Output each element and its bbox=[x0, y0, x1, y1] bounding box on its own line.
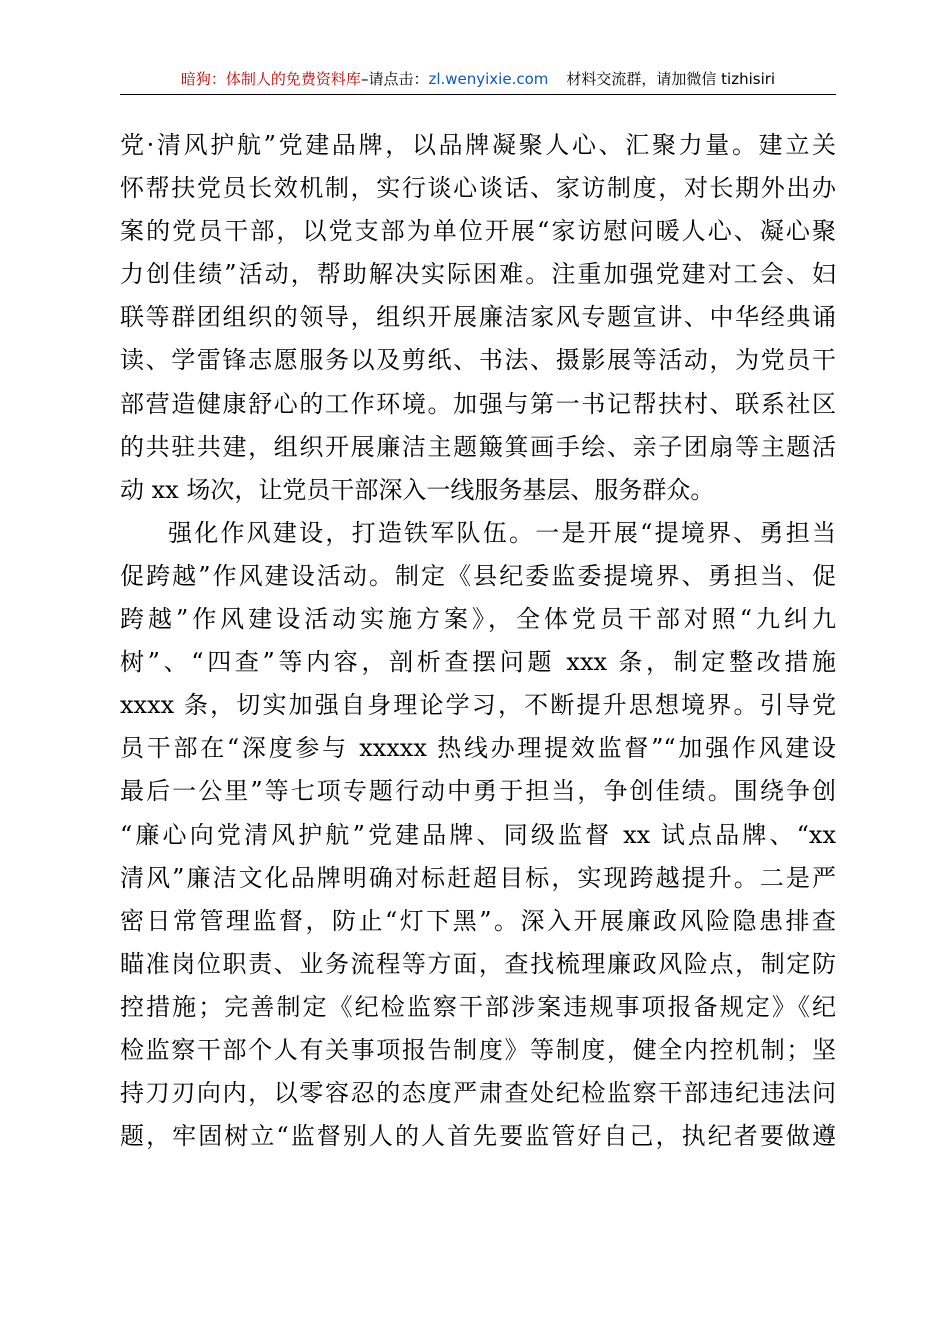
body-line: 读、学雷锋志愿服务以及剪纸、书法、摄影展等活动，为党员干 bbox=[120, 346, 836, 375]
body-line: 题，牢固树立“监督别人的人首先要监管好自己，执纪者要做遵 bbox=[120, 1122, 836, 1151]
body-line: 持刀刃向内，以零容忍的态度严肃查处纪检监察干部违纪违法问 bbox=[120, 1079, 836, 1108]
body-line: 检监察干部个人有关事项报告制度》等制度，健全内控机制；坚 bbox=[120, 1035, 836, 1064]
body-line: 密日常管理监督，防止“灯下黑”。深入开展廉政风险隐患排查 bbox=[120, 906, 836, 935]
document-body bbox=[120, 124, 836, 1158]
body-line: 瞄准岗位职责、业务流程等方面，查找梳理廉政风险点，制定防 bbox=[120, 949, 836, 978]
body-line: 树”、“四查”等内容，剖析查摆问题 xxx 条，制定整改措施 bbox=[120, 648, 836, 677]
body-line: 动 xx 场次，让党员干部深入一线服务基层、服务群众。 bbox=[120, 475, 715, 504]
body-line: 最后一公里”等七项专题行动中勇于担当，争创佳绩。围绕争创 bbox=[120, 777, 836, 806]
header-brand: 暗狗：体制人的免费资料库 bbox=[180, 70, 361, 88]
body-line: 清风”廉洁文化品牌明确对标赶超目标，实现跨越提升。二是严 bbox=[120, 863, 836, 892]
body-line: 控措施；完善制定《纪检监察干部涉案违规事项报备规定》《纪 bbox=[120, 992, 836, 1021]
body-line: 促跨越”作风建设活动。制定《县纪委监委提境界、勇担当、促 bbox=[120, 561, 836, 590]
body-line: 案的党员干部，以党支部为单位开展“家访慰问暖人心、凝心聚 bbox=[120, 217, 836, 246]
body-line: 党·清风护航”党建品牌，以品牌凝聚人心、汇聚力量。建立关 bbox=[120, 131, 836, 159]
paragraph-start-line: 强化作风建设，打造铁军队伍。一是开展“提境界、勇担当 bbox=[168, 518, 836, 547]
header-contact: 材料交流群，请加微信 tizhisiri bbox=[566, 70, 776, 88]
body-line: xxxx 条，切实加强自身理论学习，不断提升思想境界。引导党 bbox=[120, 691, 836, 720]
page-header bbox=[120, 68, 836, 95]
body-line: 部营造健康舒心的工作环境。加强与第一书记帮扶村、联系社区 bbox=[120, 389, 836, 418]
header-link[interactable]: zl.wenyixie.com bbox=[428, 70, 549, 88]
body-line: 联等群团组织的领导，组织开展廉洁家风专题宣讲、中华经典诵 bbox=[120, 303, 836, 332]
body-line: 力创佳绩”活动，帮助解决实际困难。注重加强党建对工会、妇 bbox=[120, 260, 836, 289]
body-line: 跨越”作风建设活动实施方案》，全体党员干部对照“九纠九 bbox=[120, 605, 836, 634]
body-line: 员干部在“深度参与 xxxxx 热线办理提效监督”“加强作风建设 bbox=[120, 734, 836, 763]
body-line: “廉心向党清风护航”党建品牌、同级监督 xx 试点品牌、“xx bbox=[120, 820, 836, 849]
header-prompt: –请点击： bbox=[360, 70, 429, 88]
body-line: 怀帮扶党员长效机制，实行谈心谈话、家访制度，对长期外出办 bbox=[120, 174, 836, 203]
body-line: 的共驻共建，组织开展廉洁主题簸箕画手绘、亲子团扇等主题活 bbox=[120, 432, 836, 461]
